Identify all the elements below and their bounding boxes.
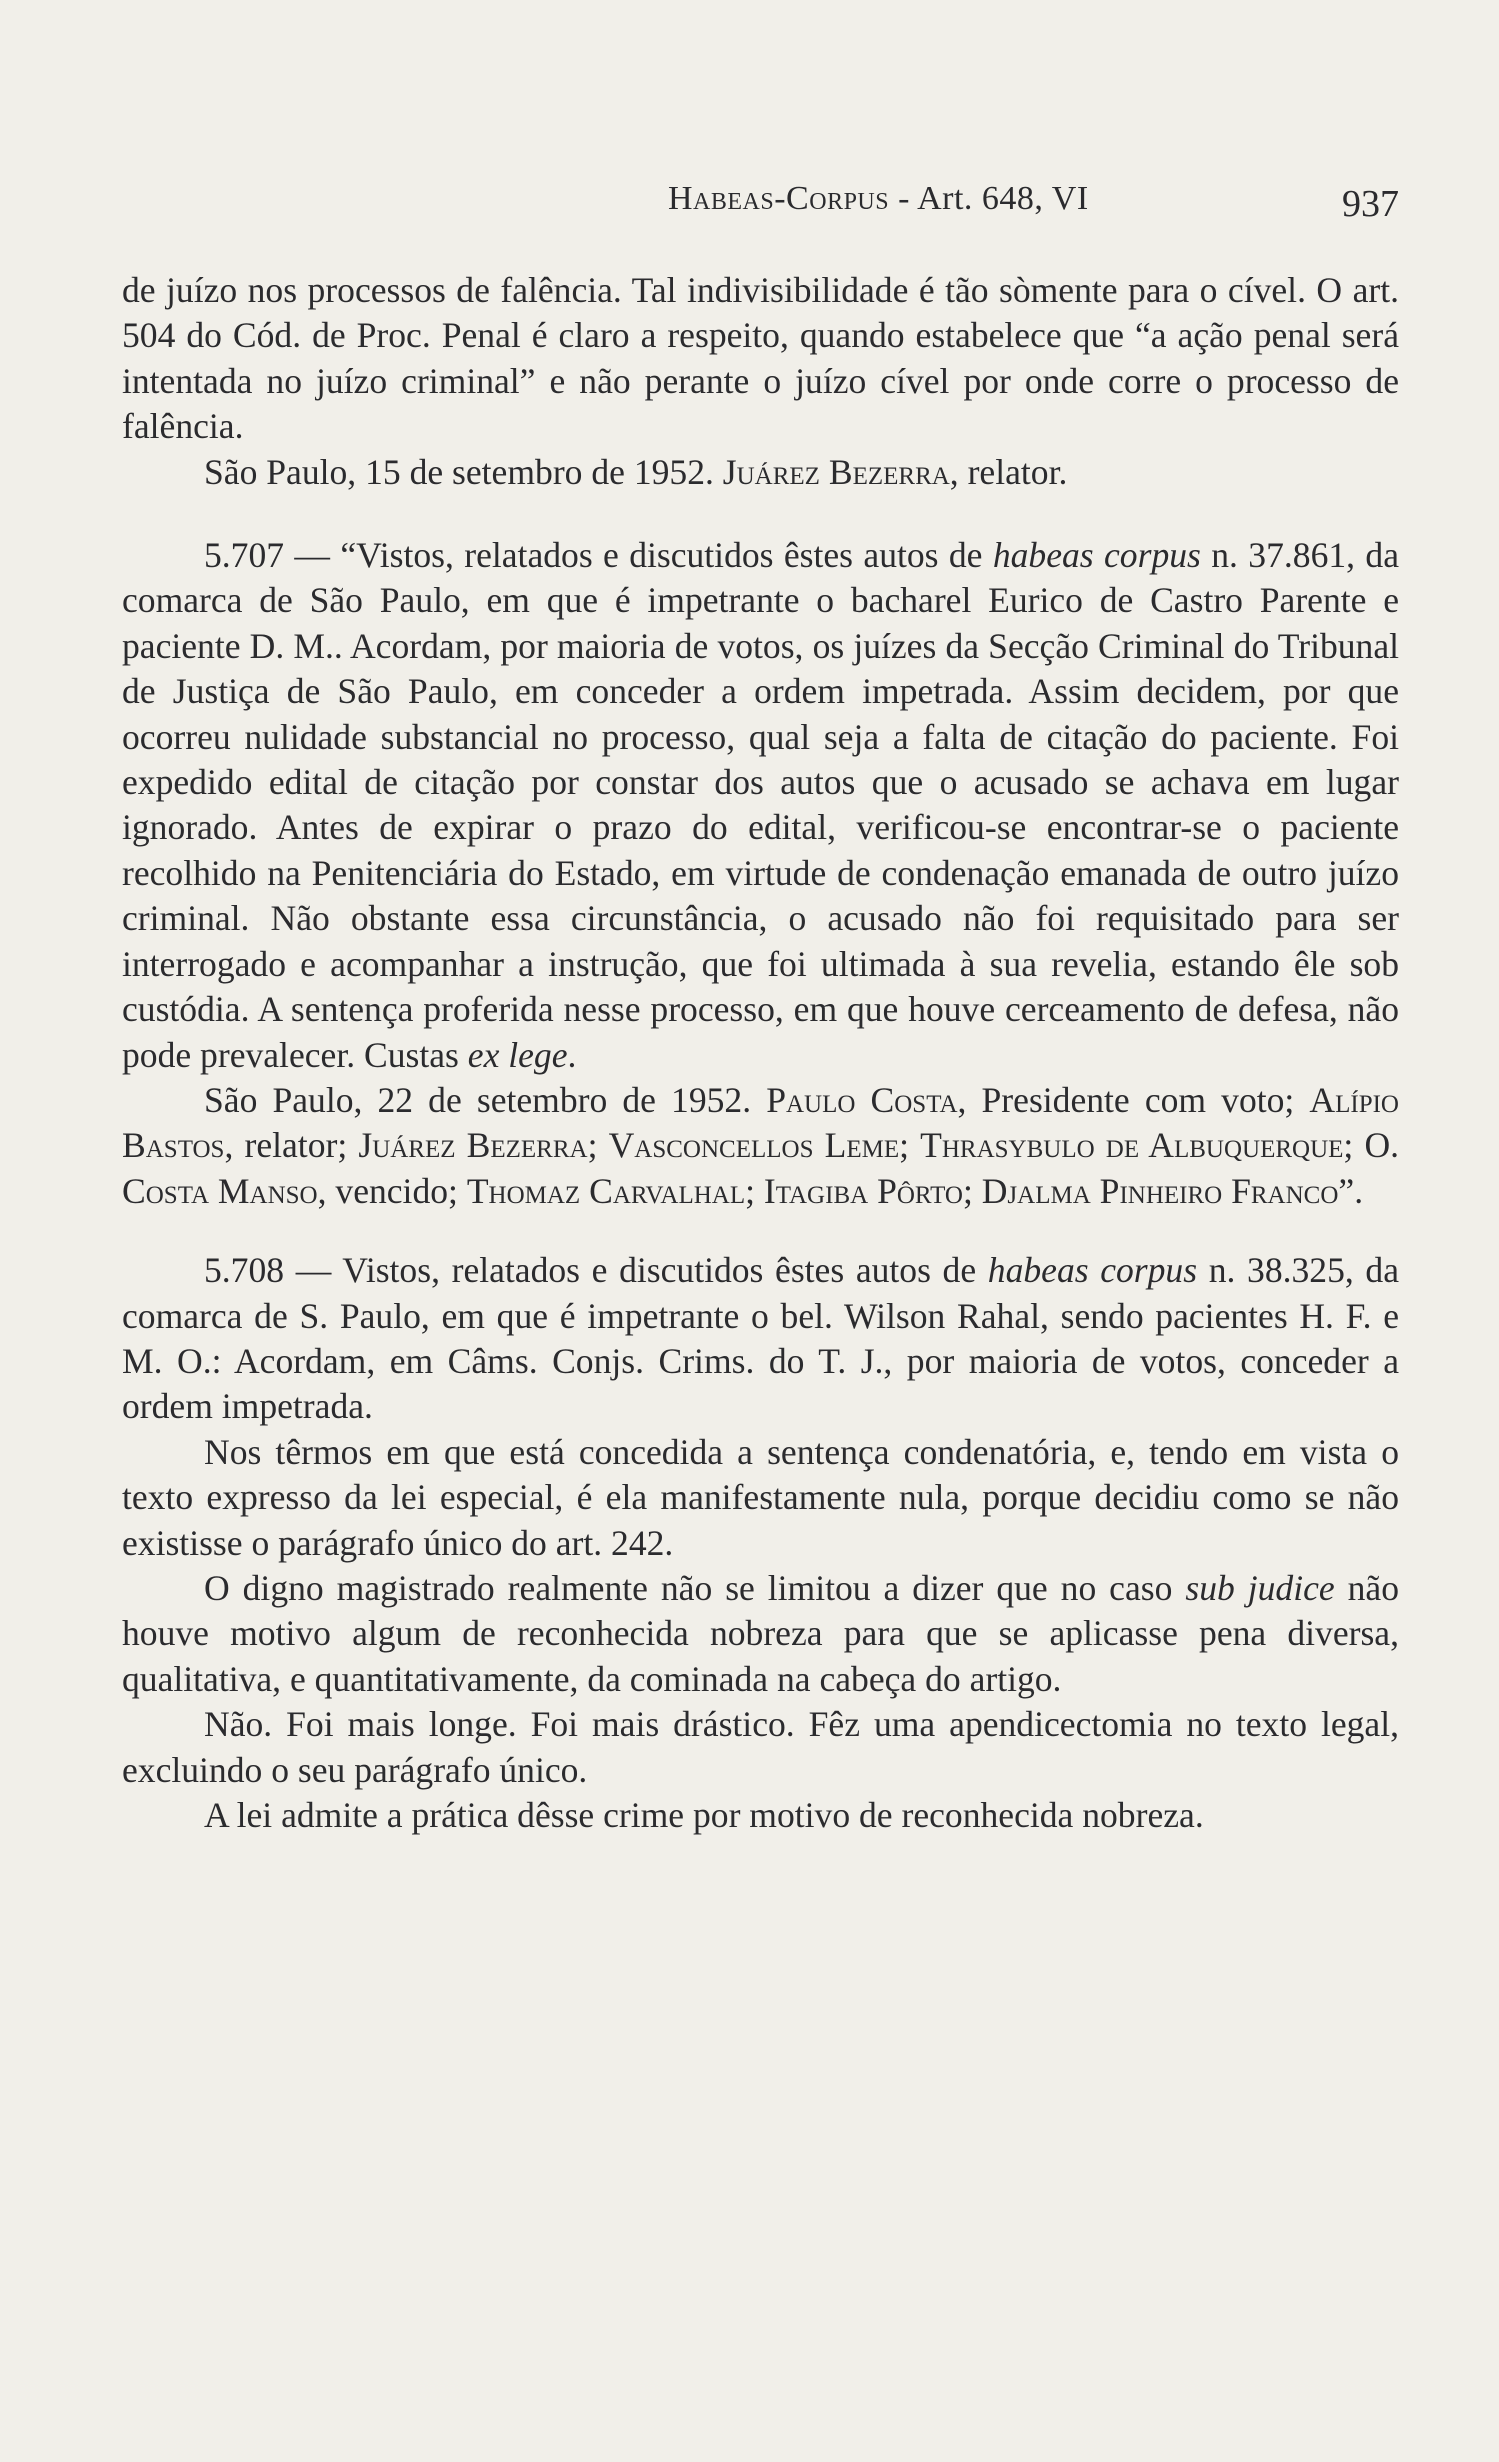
ruling-text: n. 38.325, da comarca de S. Paulo, em que é impetrante o bel. Wilson Rahal, sendo pacientes H. F. e M. O.: Acordam, em Câms. Conjs. Crims. do T. J., por maioria de votos, conceder a ordem impetrada.: [122, 1250, 1399, 1427]
ruling-italic-term: habeas corpus: [992, 535, 1201, 576]
signature-text: ;: [745, 1170, 764, 1211]
signature-line-2: [122, 1078, 1399, 1214]
signature-date: São Paulo, 22 de setembro de 1952.: [204, 1079, 767, 1120]
ruling-italic-term: habeas corpus: [987, 1250, 1198, 1291]
ruling-text: .: [567, 1034, 577, 1075]
signature-text: , relator;: [224, 1125, 359, 1166]
ruling-text: 5.708 — Vistos, relatados e discutidos êstes autos de: [204, 1250, 988, 1291]
signature-name: O. Costa Manso: [122, 1125, 1400, 1211]
signature-name: Vasconcellos Leme: [608, 1125, 900, 1166]
paragraph-magistrate: [122, 1566, 1399, 1702]
ruling-text: 5.707 — “Vistos, relatados e discutidos êstes autos de: [204, 535, 993, 576]
signature-line-1: [122, 450, 1399, 495]
paragraph-continuation: de juízo nos processos de falência. Tal indivisibilidade é tão sòmente para o cível. O art. 504 do Cód. de Proc. Penal é claro a respeito, quando estabelece que “a ação penal será intentada no juízo criminal” e não perante o juízo cível por onde corre o processo de falência.: [122, 270, 1399, 447]
ruling-text: n. 37.861, da comarca de São Paulo, em que é impetrante o bacharel Eurico de Castro Parente e paciente D. M.. Acordam, por maioria de votos, os juízes da Secção Criminal do Tribunal de Justiça de São Paulo, em conceder a ordem impetrada. Assim decidem, por que ocorreu nulidade substancial no processo, qual seja a falta de citação do paciente. Foi expedido edital de citação por constar dos autos que o acusado se achava em lugar ignorado. Antes de expirar o prazo do edital, verificou-se encontrar-se o paciente recolhido na Penitenciária do Estado, em virtude de condenação emanada de outro juízo criminal. Não obstante essa circunstância, o acusado não foi requisitado para ser interrogado e acompanhar a instrução, que foi ultimada à sua revelia, estando êle sob custódia. A sentença proferida nesse processo, em que houve cerceamento de defesa, não pode prevalecer. Custas: [122, 535, 1399, 1075]
paragraph-drastic: Não. Foi mais longe. Foi mais drástico. Fêz uma apendicectomia no texto legal, excluindo o seu parágrafo único.: [122, 1704, 1399, 1790]
signature-role: , relator.: [949, 451, 1068, 492]
running-head: [0, 180, 1499, 230]
signature-text: ”.: [1338, 1170, 1364, 1211]
paragraph-text: O digno magistrado realmente não se limitou a dizer que no caso: [204, 1567, 1186, 1608]
signature-name: Paulo Costa: [766, 1079, 958, 1120]
signature-date: São Paulo, 15 de setembro de 1952.: [204, 451, 723, 492]
signature-name: Alípio Bastos: [122, 1079, 1399, 1166]
ruling-5707: [122, 533, 1399, 1078]
signature-text: , vencido;: [317, 1170, 467, 1211]
paragraph-law-admits: A lei admite a prática dêsse crime por motivo de reconhecida nobreza.: [204, 1795, 1204, 1835]
signature-name: Juárez Bezerra: [358, 1125, 588, 1166]
signature-text: , Presidente com voto;: [957, 1079, 1310, 1120]
running-head-section: Habeas-Corpus: [668, 180, 890, 217]
running-head-title: [668, 180, 1089, 218]
running-head-separator: -: [889, 180, 918, 217]
paragraph-italic-term: sub judice: [1185, 1567, 1335, 1608]
signature-text: ;: [587, 1125, 609, 1166]
signature-name: Djalma Pinheiro Franco: [981, 1170, 1339, 1211]
ruling-italic-term: ex lege: [467, 1034, 568, 1075]
signature-text: ;: [962, 1170, 982, 1211]
document-body: [122, 268, 1399, 1838]
signature-name: Juárez Bezerra: [722, 451, 950, 492]
running-head-article: Art. 648, VI: [917, 180, 1089, 217]
page-number: 937: [1342, 183, 1399, 225]
paragraph-sentence-null: Nos têrmos em que está concedida a sentença condenatória, e, tendo em vista o texto expresso da lei especial, é ela manifestamente nula, porque decidiu como se não existisse o parágrafo único do art. 242.: [122, 1431, 1399, 1563]
ruling-5708: [122, 1248, 1399, 1430]
signature-name: Itagiba Pôrto: [763, 1170, 963, 1211]
signature-text: ;: [899, 1125, 921, 1166]
signature-name: Thrasybulo de Albuquerque: [920, 1125, 1344, 1166]
paragraph-text: não houve motivo algum de reconhecida nobreza para que se aplicasse pena diversa, qualitativa, e quantitativamente, da cominada na cabeça do artigo.: [122, 1567, 1399, 1699]
signature-name: Thomaz Carvalhal: [466, 1170, 746, 1211]
signature-text: ;: [1343, 1125, 1365, 1166]
